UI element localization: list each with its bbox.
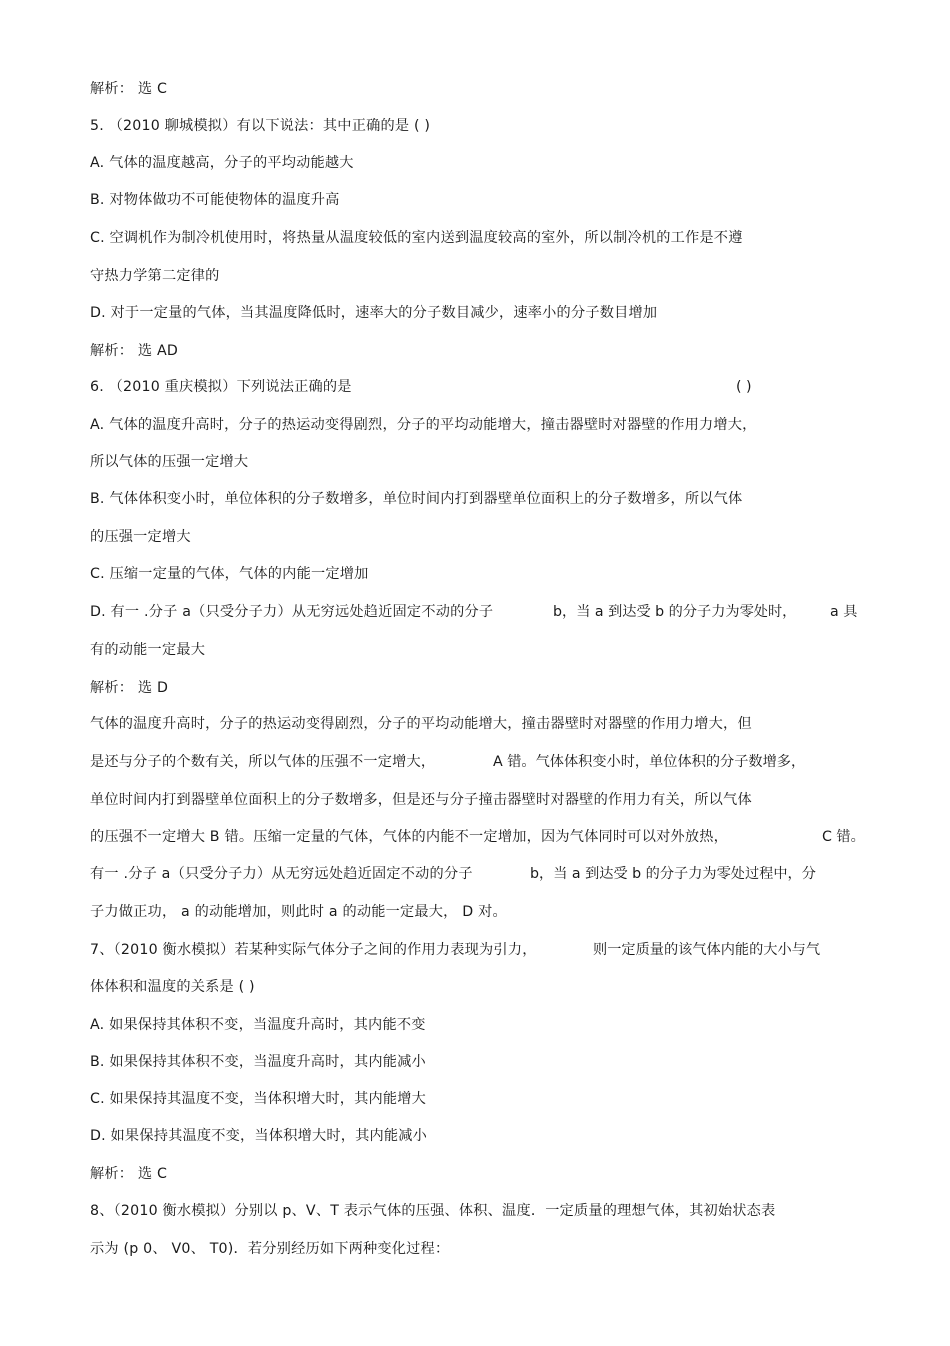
analysis-6-text-2-end: A 错。气体体积变小时，单位体积的分子数增多，	[493, 754, 806, 770]
analysis-6-text-5-end: b，当 a 到达受 b 的分子力为零处过程中，分	[530, 866, 816, 882]
analysis-7: 解析： 选 C	[90, 1166, 168, 1182]
question-6-option-d-cont: 有的动能一定最大	[90, 642, 206, 658]
analysis-6-text-3: 单位时间内打到器壁单位面积上的分子数增多，但是还与分子撞击器壁时对器壁的作用力有关，所以气体	[90, 792, 752, 808]
question-6-option-a-cont: 所以气体的压强一定增大	[90, 454, 249, 470]
question-5-stem: 5. （2010 聊城模拟）有以下说法：其中正确的是 ( )	[90, 118, 431, 134]
question-7-stem: 7、（2010 衡水模拟）若某种实际气体分子之间的作用力表现为引力，	[90, 942, 537, 958]
analysis-6-text-4: 的压强不一定增大 B 错。压缩一定量的气体，气体的内能不一定增加，因为气体同时可以对外放热，	[90, 829, 729, 845]
analysis-6: 解析： 选 D	[90, 680, 169, 696]
question-5-option-c: C. 空调机作为制冷机使用时，将热量从温度较低的室内送到温度较高的室外，所以制冷机的工作是不遵	[90, 230, 743, 246]
question-5-option-a: A. 气体的温度越高，分子的平均动能越大	[90, 155, 354, 171]
question-6-stem: 6. （2010 重庆模拟）下列说法正确的是	[90, 379, 352, 395]
analysis-6-text-6: 子力做正功， a 的动能增加，则此时 a 的动能一定最大， D 对。	[90, 904, 507, 920]
question-7-option-b: B. 如果保持其体积不变，当温度升高时，其内能减小	[90, 1054, 426, 1070]
question-5-option-c-cont: 守热力学第二定律的	[90, 268, 220, 284]
question-5-option-b: B. 对物体做功不可能使物体的温度升高	[90, 192, 340, 208]
question-7-option-a: A. 如果保持其体积不变，当温度升高时，其内能不变	[90, 1017, 426, 1033]
question-6-option-d-mid: b，当 a 到达受 b 的分子力为零处时，	[553, 604, 797, 620]
analysis-6-text-4-end: C 错。	[822, 829, 865, 845]
question-7-stem-end: 则一定质量的该气体内能的大小与气	[593, 942, 821, 958]
question-5-option-d: D. 对于一定量的气体，当其温度降低时，速率大的分子数目减少，速率小的分子数目增加	[90, 305, 658, 321]
question-7-option-d: D. 如果保持其温度不变，当体积增大时，其内能减小	[90, 1128, 428, 1144]
question-6-option-d: D. 有一 .分子 a（只受分子力）从无穷远处趋近固定不动的分子	[90, 604, 494, 620]
question-8-stem-cont: 示为 (p 0、 V0、 T0)．若分别经历如下两种变化过程：	[90, 1241, 450, 1257]
analysis-6-text-1: 气体的温度升高时，分子的热运动变得剧烈，分子的平均动能增大，撞击器壁时对器壁的作用力增大，但	[90, 716, 752, 732]
question-7-option-c: C. 如果保持其温度不变，当体积增大时，其内能增大	[90, 1091, 427, 1107]
analysis-5: 解析： 选 AD	[90, 343, 178, 359]
question-6-option-b-cont: 的压强一定增大	[90, 529, 191, 545]
analysis-6-text-2: 是还与分子的个数有关，所以气体的压强不一定增大，	[90, 754, 436, 770]
question-7-stem-cont: 体体积和温度的关系是 ( )	[90, 979, 255, 995]
question-8-stem: 8、（2010 衡水模拟）分别以 p、V、T 表示气体的压强、体积、温度．一定质量的理想气体，其初始状态表	[90, 1203, 776, 1219]
analysis-6-text-5: 有一 .分子 a（只受分子力）从无穷远处趋近固定不动的分子	[90, 866, 473, 882]
question-6-option-d-end: a 具	[830, 604, 858, 620]
question-6-blank: ( )	[736, 379, 752, 395]
question-6-option-b: B. 气体体积变小时，单位体积的分子数增多，单位时间内打到器壁单位面积上的分子数增多，所以气体	[90, 491, 743, 507]
question-6-option-c: C. 压缩一定量的气体，气体的内能一定增加	[90, 566, 369, 582]
analysis-4: 解析： 选 C	[90, 81, 168, 97]
question-6-option-a: A. 气体的温度升高时，分子的热运动变得剧烈，分子的平均动能增大，撞击器壁时对器壁的作用力增大，	[90, 417, 757, 433]
